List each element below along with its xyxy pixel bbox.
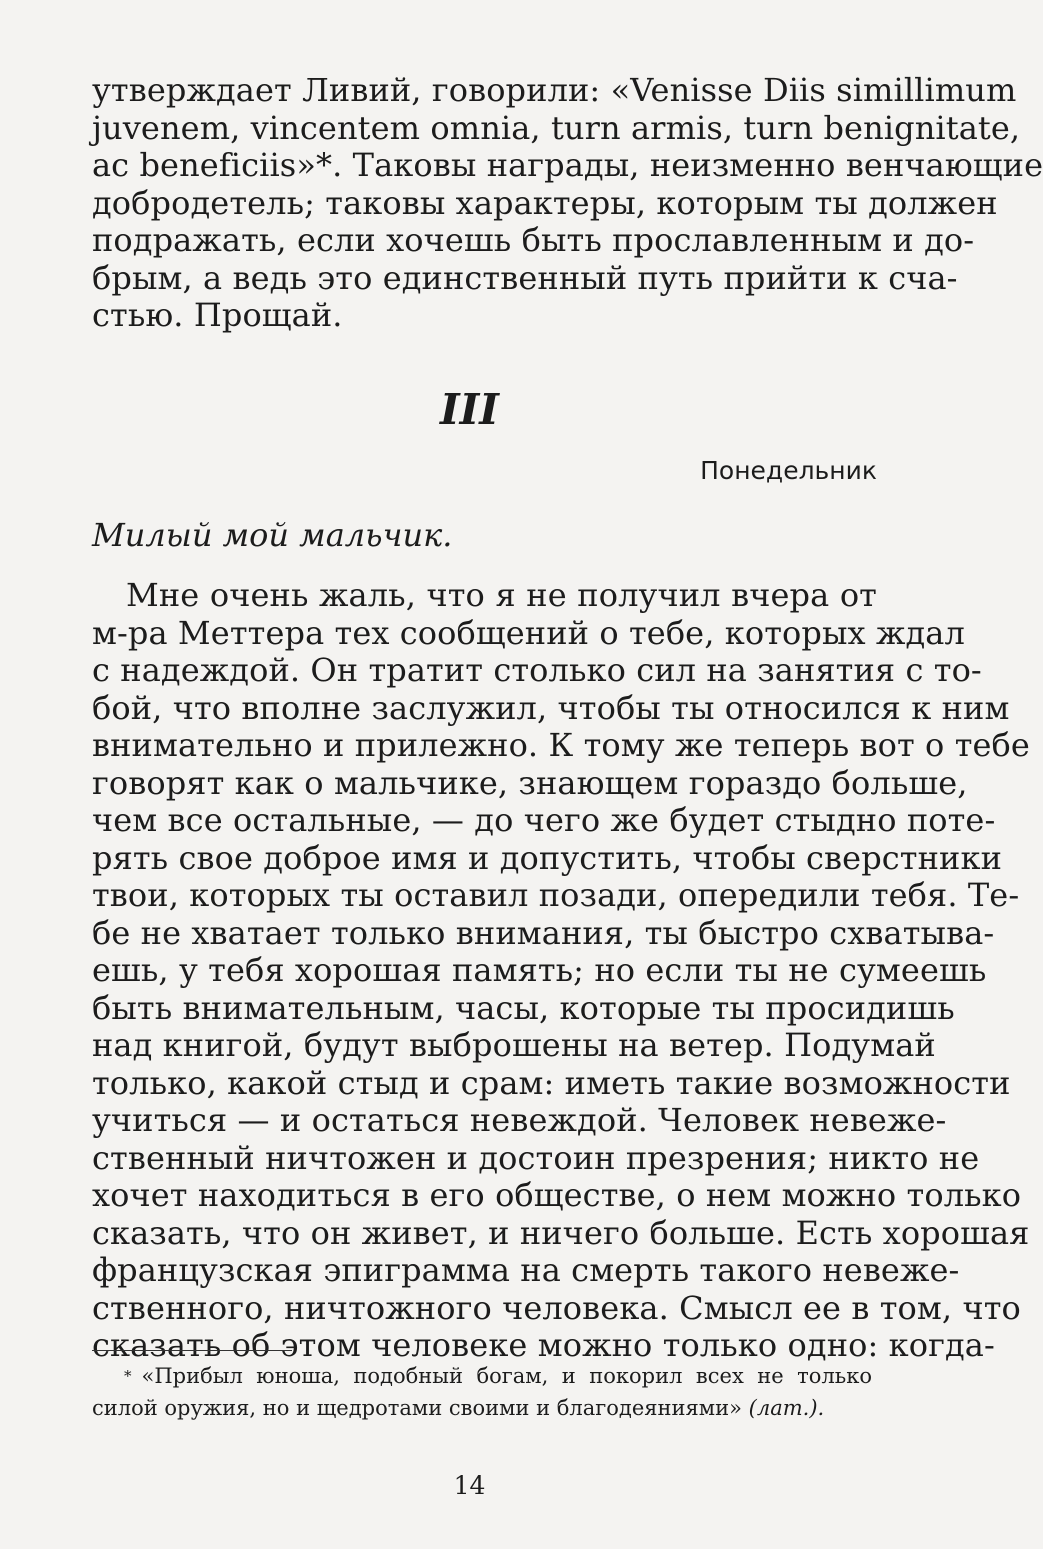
footnote-text: «Прибыл юноша, подобный богам, и покорил всех не только [141,1364,872,1388]
text-line: твои, которых ты оставил позади, опередили тебя. Те- [92,876,1020,914]
text-line: м-ра Меттера тех сообщений о тебе, которых ждал [92,613,965,652]
footnote [92,1360,872,1424]
text-line: ac beneficiis»*. Таковы награды, неизменно венчающие [92,146,1043,184]
text-line: сказать, что он живет, и ничего больше. Есть хорошая [92,1213,1030,1252]
footnote-marker: * [124,1367,132,1385]
footnote-language-note: (лат.). [748,1396,825,1420]
text-line: утверждает Ливий, говорили: «Venisse Diis simillimum [92,71,1017,109]
text-line: подражать, если хочешь быть прославленным и до- [92,221,975,259]
text-line: только, какой стыд и срам: иметь такие возможности [92,1063,1011,1102]
text-line: добродетель; таковы характеры, которым ты должен [92,183,998,222]
text-line: брым, а ведь это единственный путь прийти к сча- [92,258,958,297]
text-line: учиться — и остаться невеждой. Человек невеже- [92,1101,947,1139]
text-line: ственный ничтожен и достоин презрения; никто не [92,1138,980,1177]
letter-salutation: Милый мой мальчик. [92,516,453,554]
text-line: над книгой, будут выброшены на ветер. Подумай [92,1026,936,1064]
text-line: сказать об этом человеке можно только одно: когда- [92,1326,995,1364]
opening-paragraph [92,71,1043,335]
text-line: быть внимательным, часы, которые ты просидишь [92,988,955,1027]
text-line: говорят как о мальчике, знающем гораздо больше, [92,763,968,802]
text-line: бой, что вполне заслужил, чтобы ты относился к ним [92,688,1010,727]
text-line: ственного, ничтожного человека. Смысл ее в том, что [92,1288,1021,1327]
text-line: чем все остальные, — до чего же будет стыдно поте- [92,801,996,839]
footnote-line [92,1360,872,1392]
text-line: ешь, у тебя хорошая память; но если ты не сумеешь [92,951,987,989]
footnote-divider [92,1350,292,1351]
text-line: Мне очень жаль, что я не получил вчера от [126,576,877,614]
text-line: juvenem, vincentem omnia, turn armis, turn benignitate, [92,108,1021,147]
letter-body [92,576,1030,1365]
text-line: с надеждой. Он тратит столько сил на занятия с то- [92,651,982,689]
letter-date-weekday: Понедельник [700,456,877,485]
page-number: 14 [453,1471,486,1500]
chapter-number: III [440,385,499,434]
footnote-line [92,1392,872,1424]
text-line: внимательно и прилежно. К тому же теперь вот о тебе [92,726,1030,764]
footnote-text: силой оружия, но и щедротами своими и благодеяниями» [92,1396,742,1420]
text-line: стью. Прощай. [92,296,343,334]
text-line: бе не хватает только внимания, ты быстро схватыва- [92,913,995,952]
text-line: хочет находиться в его обществе, о нем можно только [92,1176,1022,1214]
text-line: французская эпиграмма на смерть такого невеже- [92,1251,960,1289]
text-line: рять свое доброе имя и допустить, чтобы сверстники [92,838,1002,877]
